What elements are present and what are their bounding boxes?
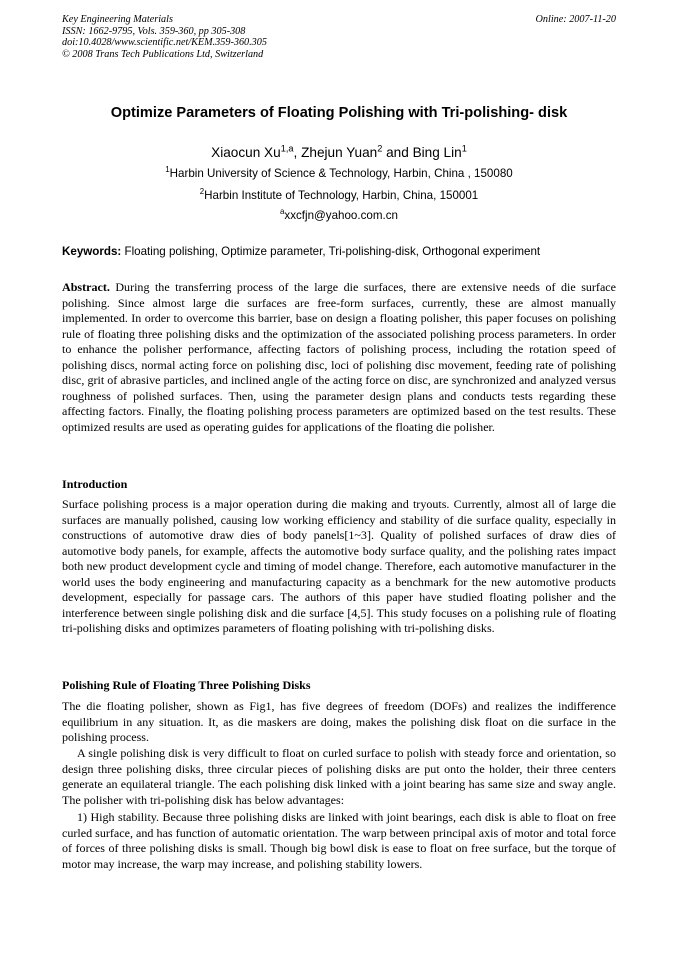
author-affiliation-mark: 1 xyxy=(461,143,467,154)
issn-line: ISSN: 1662-9795, Vols. 359-360, pp 305-308 xyxy=(62,25,246,37)
section-heading-polishing-rule: Polishing Rule of Floating Three Polishing Disks xyxy=(62,678,311,692)
author-separator: and xyxy=(382,145,413,160)
author-name: Zhejun Yuan xyxy=(301,145,378,160)
polishing-rule-paragraph-2: A single polishing disk is very difficult to float on curled surface to polish with steady force and orientation, so design three polishing disks, three circular pieces of polishing disks are put onto the holder, their three centers generate an equilateral triangle. The each polishing disk linked with a joint bearing has same size and sway angle. The polisher with tri-polishing disk has below advantages: xyxy=(62,746,616,807)
copyright-line: © 2008 Trans Tech Publications Ltd, Switzerland xyxy=(62,48,264,60)
affiliation-text: Harbin Institute of Technology, Harbin, China, 150001 xyxy=(204,189,479,202)
journal-name: Key Engineering Materials xyxy=(62,14,173,25)
author-list xyxy=(40,144,638,161)
keywords-label: Keywords: xyxy=(62,245,122,258)
email-mark: a xyxy=(280,207,285,217)
introduction-paragraph: Surface polishing process is a major operation during die making and tryouts. Currently, almost all of large die surfaces are manually polished, causing low working efficiency and stability of die surface quality, especially in constructions of automotive draw dies of body panels[1~3]. Quality of polished surfaces of draw dies of automotive body panels, for example, affects the automotive body surface quality, and the polishing rates impact both new product development cycle and timing of model change. Therefore, each automotive manufacturer in the world uses the body engineering and manufacturing capacity as a benchmark for the new automotive products development, especially for passage cars. The authors of this paper have studied floating polisher and the interference between single polishing disk and die surface [4,5]. This study focuses on a polishing rule of floating tri-polishing disks and optimizes parameters of floating polishing with tri-polishing disks. xyxy=(62,497,616,635)
keywords xyxy=(62,245,616,259)
keywords-text: Floating polishing, Optimize parameter, Tri-polishing-disk, Orthogonal experiment xyxy=(121,245,541,258)
abstract-text: During the transferring process of the large die surfaces, there are extensive needs of die surface polishing. Since almost large die surfaces are free-form surfaces, currently, these are almost manually implemented. In order to overcome this barrier, base on design a floating polisher, this paper focuses on polishing rule of floating three polishing disks and the optimization of the associated polishing process parameters. In order to enhance the polisher performance, affecting factors of polishing process, including the rotation speed of polishing discs, normal acting force on polishing disc, loci of polishing disc movement, feeding rate of polishing disc, grit of abrasive particles, and inclined angle of the acting force on disc, are synchronized and analyzed versus roughness of polished surfaces. Then, using the parameter design plans and conducts tests regarding these affecting factors. Finally, the floating polishing process parameters are optimized based on the test results. These optimized results are used as operating guides for applications of the floating die polisher. xyxy=(62,280,616,434)
online-date: Online: 2007-11-20 xyxy=(535,14,616,25)
polishing-rule-paragraph-3: 1) High stability. Because three polishing disks are linked with joint bearings, each disk is able to float on free curled surface, and has function of automatic orientation. The warp between principal axis of motor and total force of forces of three polishing disks is small. Though big bowl disk is ease to float on free surface, but the torque of motor may increase, the warp may increase, and polishing stability lowers. xyxy=(62,810,616,871)
author-email xyxy=(40,209,638,223)
author-name: Bing Lin xyxy=(412,145,462,160)
affiliation-mark: 1 xyxy=(165,165,170,175)
author-affiliation-mark: 2 xyxy=(377,143,383,154)
author-affiliation-mark: 1,a xyxy=(280,143,294,154)
paper-title: Optimize Parameters of Floating Polishing with Tri-polishing- disk xyxy=(110,105,568,121)
affiliation-1 xyxy=(40,167,638,181)
doi-line: doi:10.4028/www.scientific.net/KEM.359-360.305 xyxy=(62,37,267,49)
affiliation-text: Harbin University of Science & Technology, Harbin, China , 150080 xyxy=(169,167,513,180)
journal-header xyxy=(62,14,616,60)
abstract xyxy=(62,280,616,435)
affiliation-2 xyxy=(40,189,638,203)
polishing-rule-paragraph-1: The die floating polisher, shown as Fig1, has five degrees of freedom (DOFs) and realizes the indifference equilibrium in any situation. It, as die maskers are doing, makes the polishing disk float on die surface in the polishing process. xyxy=(62,699,616,744)
author-separator: , xyxy=(293,145,302,160)
email-text: xxcfjn@yahoo.com.cn xyxy=(284,209,398,222)
author-name: Xiaocun Xu xyxy=(211,145,281,160)
section-heading-introduction: Introduction xyxy=(62,477,128,491)
affiliation-mark: 2 xyxy=(199,187,205,197)
abstract-label: Abstract. xyxy=(62,280,110,294)
